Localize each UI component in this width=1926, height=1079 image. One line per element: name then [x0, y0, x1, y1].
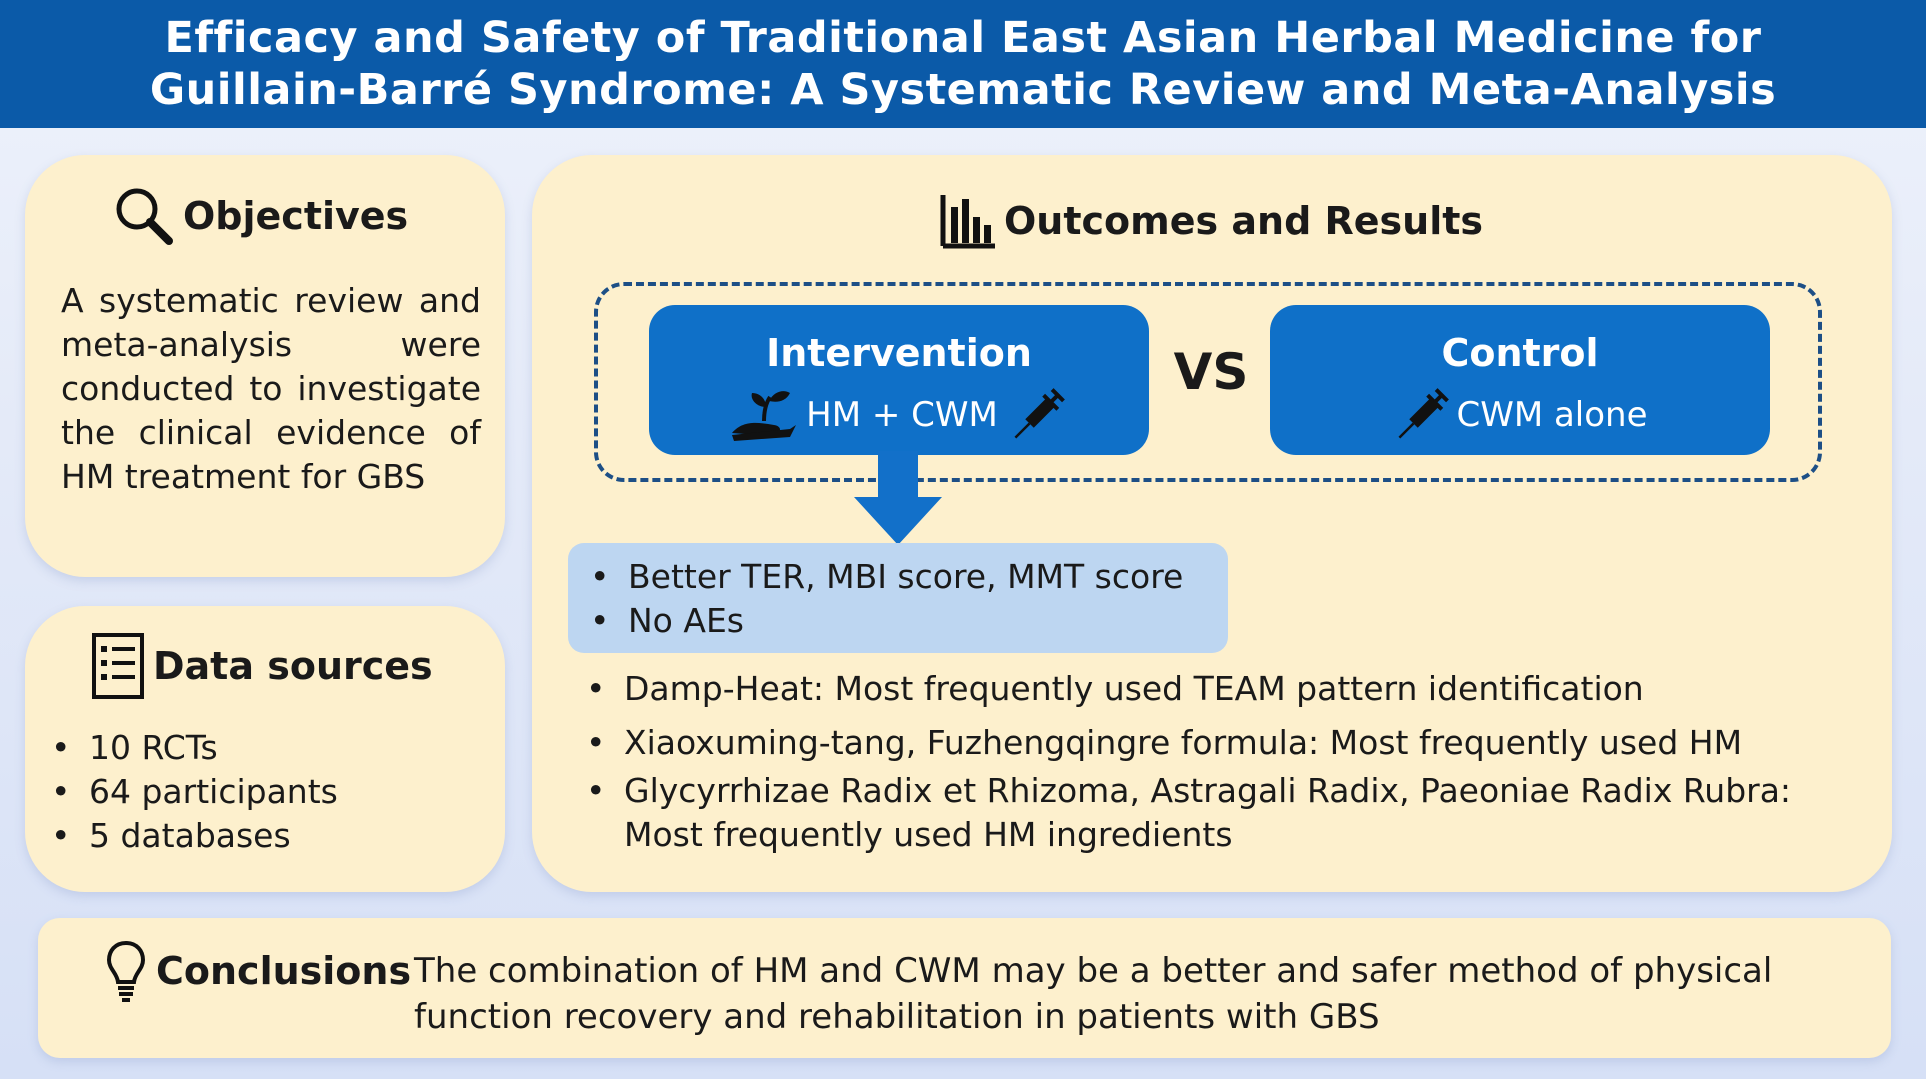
- intervention-subtitle: HM + CWM: [806, 395, 998, 435]
- document-list-icon: [91, 632, 145, 700]
- list-item: • Better TER, MBI score, MMT score: [590, 557, 1184, 596]
- objectives-heading: [113, 185, 408, 247]
- outcomes-panel: [532, 155, 1892, 892]
- data-sources-panel: [25, 606, 505, 892]
- intervention-title: Intervention: [766, 331, 1032, 375]
- intervention-box: [649, 305, 1149, 455]
- control-title: Control: [1441, 331, 1599, 375]
- header-banner: [0, 0, 1926, 128]
- list-item: • Xiaoxuming-tang, Fuzhengqingre formula: Most frequently used HM: [586, 723, 1743, 762]
- down-arrow-icon: [850, 451, 946, 547]
- list-item: • No AEs: [590, 601, 744, 640]
- conclusions-text: The combination of HM and CWM may be a better and safer method of physical function recovery and rehabilitation in patients with GBS: [414, 951, 1773, 1037]
- conclusions-heading: [106, 940, 411, 1002]
- plant-hand-icon: [730, 389, 800, 441]
- search-icon: [113, 185, 175, 247]
- data-sources-heading: [91, 632, 433, 700]
- list-item: • Damp-Heat: Most frequently used TEAM pattern identification: [586, 669, 1644, 708]
- intervention-subtitle-row: [649, 385, 1149, 445]
- syringe-icon: [1392, 385, 1452, 445]
- list-item: • 64 participants: [51, 772, 338, 811]
- versus-label: VS: [1173, 343, 1249, 401]
- data-sources-list: [43, 726, 338, 858]
- lightbulb-icon: [106, 940, 146, 1002]
- data-sources-title: Data sources: [153, 644, 433, 688]
- objectives-text: A systematic review and meta-analysis were conducted to investigate the clinical evidence of HM treatment for GBS: [61, 281, 481, 496]
- list-item: • 5 databases: [51, 816, 291, 855]
- control-box: [1270, 305, 1770, 455]
- results-list: [582, 555, 1183, 643]
- conclusions-title: Conclusions: [156, 949, 412, 993]
- list-item: • 10 RCTs: [51, 728, 218, 767]
- syringe-icon: [1008, 385, 1068, 445]
- title-line-1: Efficacy and Safety of Traditional East Asian Herbal Medicine for: [164, 13, 1762, 63]
- outcomes-title: Outcomes and Results: [1004, 199, 1484, 243]
- control-subtitle: CWM alone: [1456, 395, 1648, 435]
- conclusions-panel: [38, 918, 1891, 1058]
- list-item: • Glycyrrhizae Radix et Rhizoma, Astragali Radix, Paeoniae Radix Rubra: Most frequently used HM ingredients: [586, 771, 1792, 854]
- objectives-title: Objectives: [183, 194, 409, 238]
- title-line-2: Guillain-Barré Syndrome: A Systematic Review and Meta-Analysis: [149, 65, 1777, 115]
- control-subtitle-row: [1270, 385, 1770, 445]
- results-box: [568, 543, 1228, 653]
- outcomes-heading: [940, 193, 1483, 249]
- objectives-panel: [25, 155, 505, 577]
- bar-chart-icon: [940, 193, 996, 249]
- findings-list: [578, 667, 1868, 857]
